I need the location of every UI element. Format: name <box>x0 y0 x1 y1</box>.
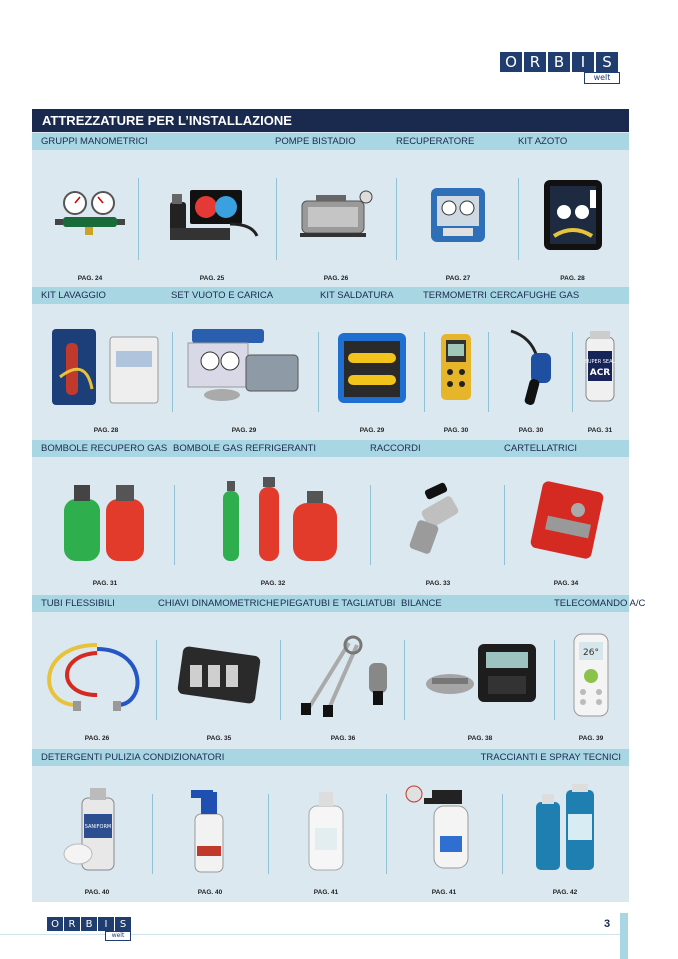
section-header <box>32 287 629 304</box>
logo-letter: R <box>524 52 546 72</box>
divider <box>424 332 425 412</box>
brazing-kit-icon <box>332 327 412 407</box>
page-tab <box>620 913 628 959</box>
divider <box>152 794 153 874</box>
category-label[interactable]: KIT AZOTO <box>518 136 568 147</box>
page-ref: PAG. 31 <box>92 580 118 587</box>
category-label[interactable]: CERCAFUGHE GAS <box>490 290 580 301</box>
page-ref: PAG. 30 <box>518 427 544 434</box>
manifold-gauge-icon <box>55 189 125 239</box>
logo-letter: B <box>548 52 570 72</box>
category-label[interactable]: CARTELLATRICI <box>504 443 578 454</box>
sealant-can-icon <box>582 329 618 405</box>
recovery-unit-icon <box>538 174 608 254</box>
page-ref: PAG. 26 <box>84 735 110 742</box>
divider <box>488 332 489 412</box>
product-tile[interactable] <box>424 304 488 438</box>
product-tile[interactable] <box>276 150 396 286</box>
remote-display: 26° <box>583 648 599 658</box>
page-ref: PAG. 28 <box>93 427 119 434</box>
spray-bottle-icon <box>185 784 235 874</box>
flush-kit-icon <box>46 327 166 407</box>
product-tile[interactable] <box>282 612 404 746</box>
page-ref: PAG. 32 <box>260 580 286 587</box>
scale-icon <box>418 640 542 710</box>
category-label[interactable]: BOMBOLE RECUPERO GAS <box>41 443 168 454</box>
page-ref: PAG. 24 <box>77 275 103 282</box>
page-title: ATTREZZATURE PER L’INSTALLAZIONE <box>32 109 629 132</box>
vacuum-pump-icon <box>162 184 262 244</box>
page-ref: PAG. 38 <box>467 735 493 742</box>
page-ref: PAG. 27 <box>445 275 471 282</box>
tracer-spray-icon <box>530 784 600 874</box>
logo-letter: O <box>47 917 63 931</box>
category-label[interactable]: CHIAVI DINAMOMETRICHE <box>158 598 280 609</box>
page-ref: PAG. 29 <box>359 427 385 434</box>
page-ref: PAG. 29 <box>231 427 257 434</box>
page-ref: PAG. 30 <box>443 427 469 434</box>
fitting-valve-icon <box>403 480 473 560</box>
tube-bender-icon <box>293 633 393 717</box>
divider <box>502 794 503 874</box>
product-tile[interactable] <box>152 150 272 286</box>
logo-sub: welt <box>584 72 620 84</box>
product-tile[interactable] <box>176 457 370 591</box>
hose-icon <box>47 635 147 715</box>
divider <box>318 332 319 412</box>
product-tile[interactable] <box>406 612 554 746</box>
page-ref: PAG. 33 <box>425 580 451 587</box>
product-row <box>32 766 629 900</box>
nitrogen-kit-icon <box>423 182 493 246</box>
page-ref: PAG. 28 <box>560 275 585 282</box>
category-label[interactable]: SET VUOTO E CARICA <box>171 290 274 301</box>
product-tile[interactable] <box>40 304 172 438</box>
can-label: ACR <box>589 368 611 378</box>
vacuum-charge-set-icon <box>184 327 304 407</box>
product-tile[interactable] <box>36 457 174 591</box>
product-row <box>32 612 629 746</box>
divider <box>518 178 519 260</box>
page-ref: PAG. 26 <box>323 275 349 282</box>
product-tile[interactable] <box>520 150 625 286</box>
product-tile[interactable] <box>372 457 504 591</box>
spray-can-icon <box>62 784 132 874</box>
product-tile[interactable] <box>42 150 138 286</box>
category-label[interactable]: KIT SALDATURA <box>320 290 394 301</box>
leak-detector-icon <box>501 327 561 407</box>
page-ref: PAG. 31 <box>587 427 613 434</box>
section-header <box>32 133 629 150</box>
category-label[interactable]: TRACCIANTI E SPRAY TECNICI <box>480 752 621 763</box>
page-ref: PAG. 39 <box>578 735 604 742</box>
product-tile[interactable] <box>574 304 626 438</box>
product-row <box>32 457 629 591</box>
category-label[interactable]: RECUPERATORE <box>396 136 475 147</box>
divider <box>404 640 405 720</box>
divider <box>172 332 173 412</box>
page-ref: PAG. 41 <box>313 889 339 896</box>
flaring-tool-icon <box>526 480 606 560</box>
category-label[interactable]: BOMBOLE GAS REFRIGERANTI <box>173 443 317 454</box>
divider <box>572 332 573 412</box>
page-ref: PAG. 34 <box>553 580 579 587</box>
logo-letter: I <box>572 52 594 72</box>
divider <box>276 178 277 260</box>
category-label[interactable]: TUBI FLESSIBILI <box>41 598 115 609</box>
section-header <box>32 440 629 457</box>
orbis-logo <box>47 917 132 939</box>
divider <box>396 178 397 260</box>
logo-letter: S <box>115 917 131 931</box>
category-label[interactable]: BILANCE <box>401 598 442 609</box>
product-tile[interactable] <box>386 766 502 900</box>
divider <box>370 485 371 565</box>
page-number: 3 <box>604 918 611 930</box>
product-tile[interactable] <box>42 766 152 900</box>
pump-sprayer-icon <box>404 784 484 874</box>
divider <box>280 640 281 720</box>
category-label[interactable]: RACCORDI <box>370 443 421 454</box>
can-label: SUPER SEAL <box>584 359 616 365</box>
cleaner-bottle-icon <box>301 784 351 874</box>
product-tile[interactable] <box>504 766 626 900</box>
product-tile[interactable] <box>506 457 626 591</box>
recovery-unit-icon <box>296 189 376 239</box>
product-tile[interactable] <box>38 612 156 746</box>
product-row <box>32 150 629 286</box>
logo-sub: welt <box>105 931 131 941</box>
divider <box>174 485 175 565</box>
page-ref: PAG. 25 <box>199 275 225 282</box>
divider <box>504 485 505 565</box>
category-label[interactable]: POMPE BISTADIO <box>275 136 356 147</box>
divider <box>554 640 555 720</box>
divider <box>138 178 139 260</box>
page-ref: PAG. 35 <box>206 735 232 742</box>
page-ref: PAG. 42 <box>552 889 578 896</box>
section-header <box>32 595 646 612</box>
divider <box>268 794 269 874</box>
category-label[interactable]: DETERGENTI PULIZIA CONDIZIONATORI <box>41 752 225 763</box>
product-tile[interactable] <box>320 304 424 438</box>
divider <box>156 640 157 720</box>
logo-letter: S <box>596 52 618 72</box>
product-tile[interactable] <box>556 612 626 746</box>
page-ref: PAG. 40 <box>84 889 110 896</box>
orbis-logo <box>500 52 620 82</box>
product-tile[interactable] <box>398 150 518 286</box>
page-ref: PAG. 36 <box>330 735 356 742</box>
product-tile[interactable] <box>174 304 314 438</box>
product-row <box>32 304 629 438</box>
logo-letter: R <box>64 917 80 931</box>
logo-letter: B <box>81 917 97 931</box>
thermometer-icon <box>438 332 474 402</box>
product-tile[interactable] <box>154 766 266 900</box>
page-ref: PAG. 41 <box>431 889 457 896</box>
section-header <box>32 749 629 766</box>
divider <box>386 794 387 874</box>
logo-letter: O <box>500 52 522 72</box>
product-tile[interactable] <box>490 304 572 438</box>
product-tile[interactable] <box>158 612 280 746</box>
page-ref: PAG. 40 <box>197 889 223 896</box>
torque-wrench-icon <box>174 643 264 707</box>
category-label[interactable]: TERMOMETRI <box>423 290 487 301</box>
category-label[interactable]: TELECOMANDO A/C <box>554 598 646 609</box>
refrigerant-cylinder-icon <box>203 475 343 565</box>
category-label[interactable]: PIEGATUBI E TAGLIATUBI <box>280 598 396 609</box>
logo-letter: I <box>98 917 114 931</box>
can-label: SANIFORM <box>84 824 112 830</box>
remote-control-icon <box>570 632 612 718</box>
category-label[interactable]: GRUPPI MANOMETRICI <box>41 136 148 147</box>
category-label[interactable]: KIT LAVAGGIO <box>41 290 106 301</box>
footer-rule <box>0 934 620 935</box>
product-tile[interactable] <box>268 766 384 900</box>
recovery-cylinder-icon <box>60 475 150 565</box>
